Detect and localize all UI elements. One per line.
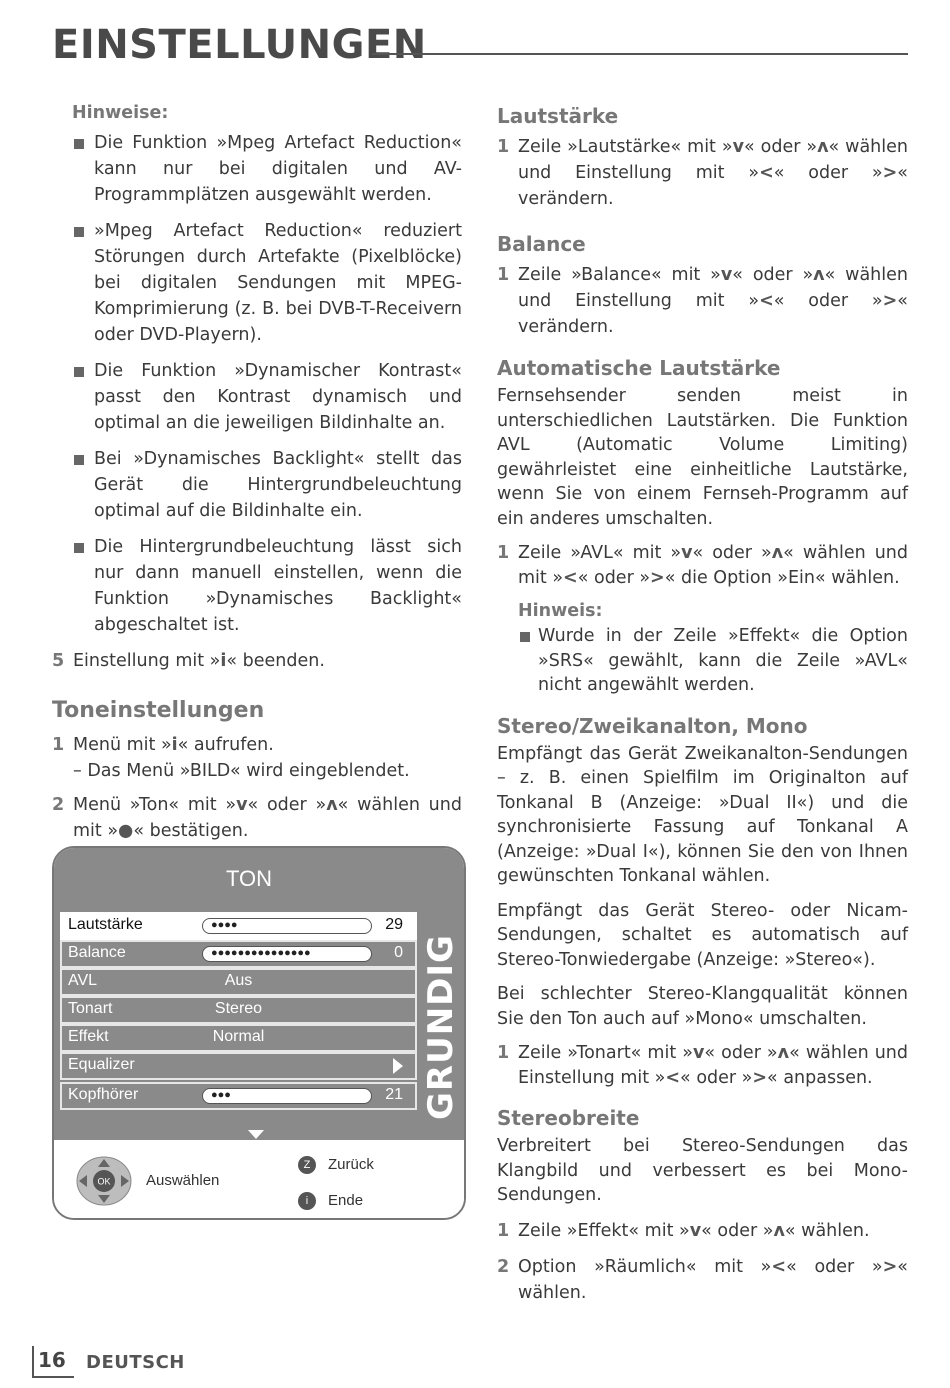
up-arrow-symbol: ʌ — [771, 543, 784, 563]
up-arrow-symbol: ʌ — [326, 795, 338, 815]
end-label: Ende — [328, 1192, 364, 1209]
hints-title: Hinweise: — [72, 103, 169, 123]
avl-hint — [497, 598, 908, 698]
down-arrow-symbol: v — [732, 137, 744, 157]
stereo-step-1: 1 Zeile »Tonart« mit »v« oder »ʌ« wählen und Einstellung mit »<« oder »>« anpassen. — [497, 1043, 909, 1088]
avl-paragraph: Fernsehsender senden meist in unterschiedlichen Lautstärken. Die Funktion AVL (Automatic Volume Limiting) gewährleistet eine einheitliche Lautstärke, wenn Sie von einem Fernseh-Programm auf ein anderes umschalten. — [497, 386, 908, 529]
left-arrow-symbol: < — [759, 163, 774, 183]
right-arrow-symbol: > — [650, 567, 665, 588]
headphone-volume-slider[interactable]: ●●● — [202, 1088, 372, 1104]
tv-sound-menu — [52, 846, 466, 1220]
ok-dot-symbol: ● — [118, 821, 134, 841]
section-heading-balance: Balance — [497, 232, 586, 256]
hints-block — [52, 100, 462, 126]
menu-panel — [54, 848, 464, 1140]
footer-rule-horizontal — [32, 1376, 74, 1378]
up-arrow-symbol: ʌ — [777, 1043, 790, 1063]
ton-step-1: 1 Menü mit »i« aufrufen. – Das Menü »BILD« wird eingeblendet. — [52, 732, 462, 784]
down-arrow-symbol: v — [720, 265, 733, 285]
hint-bullet: Bei »Dynamisches Backlight« stellt das Gerät die Hintergrundbeleuchtung optimal auf die Bildinhalte ein. — [52, 446, 462, 524]
up-arrow-symbol: ʌ — [813, 265, 825, 285]
down-arrow-symbol: v — [689, 1220, 702, 1241]
menu-row-equalizer[interactable]: Equalizer — [60, 1052, 417, 1080]
section-heading-lautstaerke: Lautstärke — [497, 104, 619, 128]
down-arrow-symbol: v — [692, 1043, 705, 1063]
title-rule — [372, 53, 908, 55]
step-number: 1 — [52, 735, 65, 755]
step-5: 5 Einstellung mit »i« beenden. — [52, 648, 462, 674]
grundig-logo — [414, 928, 464, 1128]
bullet-square — [520, 632, 530, 642]
svg-text:GRUNDIG: GRUNDIG — [421, 934, 461, 1120]
right-arrow-symbol: > — [882, 291, 898, 311]
menu-row-balance[interactable]: Balance ●●●●●●●●●●●●●●● 0 — [60, 940, 417, 968]
ton-step-2: 2 Menü »Ton« mit »v« oder »ʌ« wählen und mit »●« bestätigen. — [52, 792, 462, 844]
stereo-paragraph-2: Empfängt das Gerät Stereo- oder Nicam-Sendungen, schaltet es automatisch auf Stereo-Tonwiedergabe (Anzeige: »Stereo«). — [497, 900, 908, 970]
back-label: Zurück — [328, 1156, 374, 1173]
hint-bullet: »Mpeg Artefact Reduction« reduziert Störungen durch Artefakte (Pixelblöcke) bei digitalen Sendungen mit MPEG-Komprimierung (z. B. bei DVB-T-Receivern oder DVD-Playern). — [52, 218, 462, 348]
info-key-symbol: i — [171, 735, 178, 755]
hint-bullet: Die Hintergrundbeleuchtung lässt sich nur dann manuell einstellen, wenn die Funktion »Dynamisches Backlight« abgeschaltet ist. — [52, 534, 462, 638]
scroll-down-icon[interactable] — [248, 1130, 264, 1139]
info-key-icon: i — [298, 1192, 316, 1210]
left-column — [52, 100, 462, 844]
section-heading-stereobreite: Stereobreite — [497, 1106, 640, 1130]
right-column — [497, 102, 908, 1306]
stereobreite-step-1: 1 Zeile »Effekt« mit »v« oder »ʌ« wählen. — [497, 1220, 870, 1241]
down-arrow-symbol: v — [681, 543, 693, 563]
lautstaerke-step-1: 1 Zeile »Lautstärke« mit »v« oder »ʌ« wählen und Einstellung mit »<« oder »>« verändern. — [497, 137, 908, 209]
up-arrow-symbol: ʌ — [817, 137, 829, 157]
avl-step-1: 1 Zeile »AVL« mit »v« oder »ʌ« wählen und mit »<« oder »>« die Option »Ein« wählen. — [497, 543, 908, 588]
section-heading-stereo: Stereo/Zweikanalton, Mono — [497, 713, 808, 738]
back-key-icon: Z — [298, 1156, 316, 1174]
step-number: 2 — [52, 795, 65, 815]
footer-rule-vertical — [32, 1346, 34, 1376]
balance-slider[interactable]: ●●●●●●●●●●●●●●● — [202, 946, 372, 962]
stereobreite-paragraph: Verbreitert bei Stereo-Sendungen das Klangbild und verbessert es bei Mono-Sendungen. — [497, 1136, 908, 1205]
stereo-paragraph-3: Bei schlechter Stereo-Klangqualität können Sie den Ton auch auf »Mono« umschalten. — [497, 984, 908, 1029]
menu-row-lautstaerke[interactable]: Lautstärke ●●●● 29 — [60, 912, 417, 940]
right-arrow-symbol: > — [882, 163, 898, 183]
down-arrow-symbol: v — [236, 795, 248, 815]
svg-text:OK: OK — [97, 1176, 111, 1187]
chevron-right-icon — [393, 1058, 403, 1074]
step-substep: – Das Menü »BILD« wird eingeblendet. — [73, 761, 410, 781]
hint-title: Hinweis: — [518, 601, 603, 621]
balance-step-1: 1 Zeile »Balance« mit »v« oder »ʌ« wählen und Einstellung mit »<« oder »>« verändern. — [497, 265, 908, 337]
section-heading-toneinstellungen: Toneinstellungen — [52, 698, 265, 723]
footer-language: DEUTSCH — [86, 1352, 185, 1373]
menu-row-kopfhoerer[interactable]: Kopfhörer ●●● 21 — [60, 1082, 417, 1110]
right-arrow-symbol: > — [882, 1256, 898, 1277]
menu-footer — [54, 1140, 464, 1218]
left-arrow-symbol: < — [665, 1067, 681, 1088]
stereobreite-step-2: 2 Option »Räumlich« mit »<« oder »>« wählen. — [497, 1256, 908, 1303]
menu-row-effekt[interactable]: Effekt Normal — [60, 1024, 417, 1052]
navigation-pad-icon — [76, 1156, 132, 1206]
page-title: EINSTELLUNGEN — [52, 22, 427, 68]
up-arrow-symbol: ʌ — [773, 1220, 785, 1241]
left-arrow-symbol: < — [759, 291, 774, 311]
left-arrow-symbol: < — [563, 567, 578, 588]
section-heading-avl: Automatische Lautstärke — [497, 356, 781, 380]
stereo-paragraph-1: Empfängt das Gerät Zweikanalton-Sendungen – z. B. einen Spielfilm im Originalton auf Tonkanal B (Anzeige: »Dual II«) und die synchronisierte Fassung auf Tonkanal A (Anzeige: »Dual I«), können Sie den von Ihnen gewünschten Tonkanal wählen. — [497, 743, 908, 886]
hint-bullet: Wurde in der Zeile »Effekt« die Option »SRS« gewählt, kann die Zeile »AVL« nicht angewählt werden. — [518, 624, 908, 698]
hint-bullet: Die Funktion »Dynamischer Kontrast« passt den Kontrast dynamisch und optimal an die jeweiligen Bildinhalte an. — [52, 358, 462, 436]
select-label: Auswählen — [146, 1172, 220, 1189]
info-key-symbol: i — [220, 651, 227, 671]
menu-row-avl[interactable]: AVL Aus — [60, 968, 417, 996]
menu-title: TON — [225, 866, 273, 891]
step-number: 5 — [52, 651, 65, 671]
page-number: 16 — [38, 1348, 66, 1372]
volume-slider[interactable]: ●●●● — [202, 918, 372, 934]
hint-bullet: Die Funktion »Mpeg Artefact Reduction« kann nur bei digitalen und AV-Programmplätzen ausgewählt werden. — [52, 130, 462, 208]
left-arrow-symbol: < — [771, 1256, 787, 1277]
right-arrow-symbol: > — [752, 1067, 768, 1088]
menu-row-tonart[interactable]: Tonart Stereo — [60, 996, 417, 1024]
